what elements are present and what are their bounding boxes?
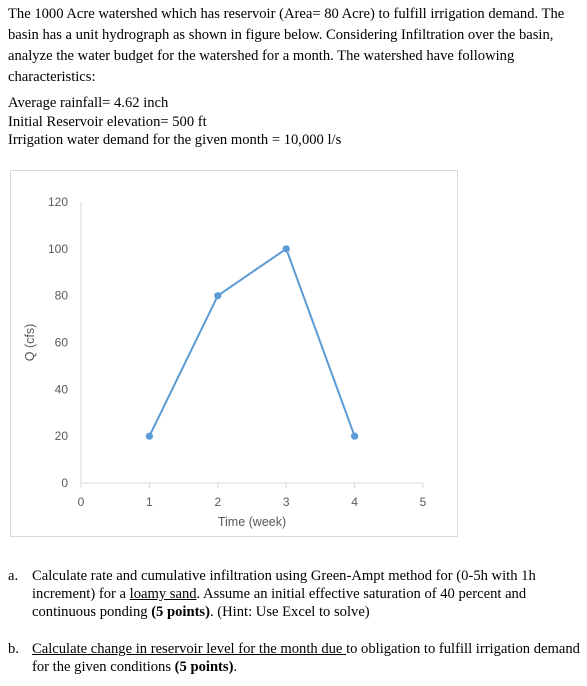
question-b-part2: . — [233, 659, 238, 675]
hydrograph-point — [283, 245, 290, 252]
question-a — [8, 567, 580, 621]
hydrograph-point — [146, 433, 153, 440]
question-b-text — [32, 640, 580, 676]
x-tick-label: 2 — [214, 495, 222, 509]
question-b-part1: to obligation to fulfill irrigation demand for the given conditions — [32, 641, 580, 675]
question-a-loamy-sand: loamy sand — [129, 586, 197, 602]
chart-svg — [11, 171, 457, 536]
problem-intro: The 1000 Acre watershed which has reservoir (Area= 80 Acre) to fulfill irrigation demand. The basin has a unit hydrograph as shown in figure below. Considering Infiltration over the basin, analyze the water budget for the watershed for a month. The watershed have following characteristics: — [8, 6, 565, 85]
x-tick-label: 5 — [419, 495, 427, 509]
x-tick-label: 3 — [282, 495, 290, 509]
y-tick-label: 0 — [61, 476, 68, 490]
question-a-part2: . Assume an initial effective saturation of 40 percent and continuous ponding — [32, 586, 527, 620]
question-a-points: (5 points) — [151, 604, 210, 620]
x-tick-label: 1 — [146, 495, 153, 509]
hydrograph-point — [214, 292, 221, 299]
x-axis-label: Time (week) — [217, 515, 287, 529]
watershed-characteristics — [8, 94, 568, 150]
characteristic-rainfall: Average rainfall= 4.62 inch — [8, 95, 169, 111]
hydrograph-line — [149, 249, 354, 436]
y-tick-label: 20 — [54, 429, 68, 444]
question-b-underlined: Calculate change in reservoir level for the month due — [32, 641, 347, 657]
y-tick-label: 100 — [47, 241, 68, 256]
x-tick-label: 0 — [77, 495, 85, 509]
x-tick-label: 4 — [351, 495, 358, 509]
hydrograph-point — [351, 433, 358, 440]
y-tick-label: 120 — [47, 195, 68, 209]
question-a-part3: . (Hint: Use Excel to solve) — [209, 604, 370, 620]
y-tick-label: 80 — [54, 288, 68, 303]
y-tick-label: 60 — [54, 335, 68, 350]
question-b — [8, 640, 580, 676]
characteristic-reservoir-elevation: Initial Reservoir elevation= 500 ft — [8, 113, 207, 130]
question-a-text — [32, 567, 580, 621]
unit-hydrograph-chart — [10, 170, 458, 537]
question-a-marker: a. — [8, 568, 19, 584]
y-tick-label: 40 — [54, 382, 68, 397]
question-b-marker: b. — [8, 641, 19, 657]
question-a-part1: Calculate rate and cumulative infiltration using Green-Ampt method for (0-5h with 1h increment) for a — [32, 568, 536, 602]
characteristic-irrigation-demand: Irrigation water demand for the given month = 10,000 l/s — [8, 132, 342, 148]
question-b-points: (5 points) — [174, 659, 234, 675]
y-axis-label: Q (cfs) — [23, 323, 37, 362]
